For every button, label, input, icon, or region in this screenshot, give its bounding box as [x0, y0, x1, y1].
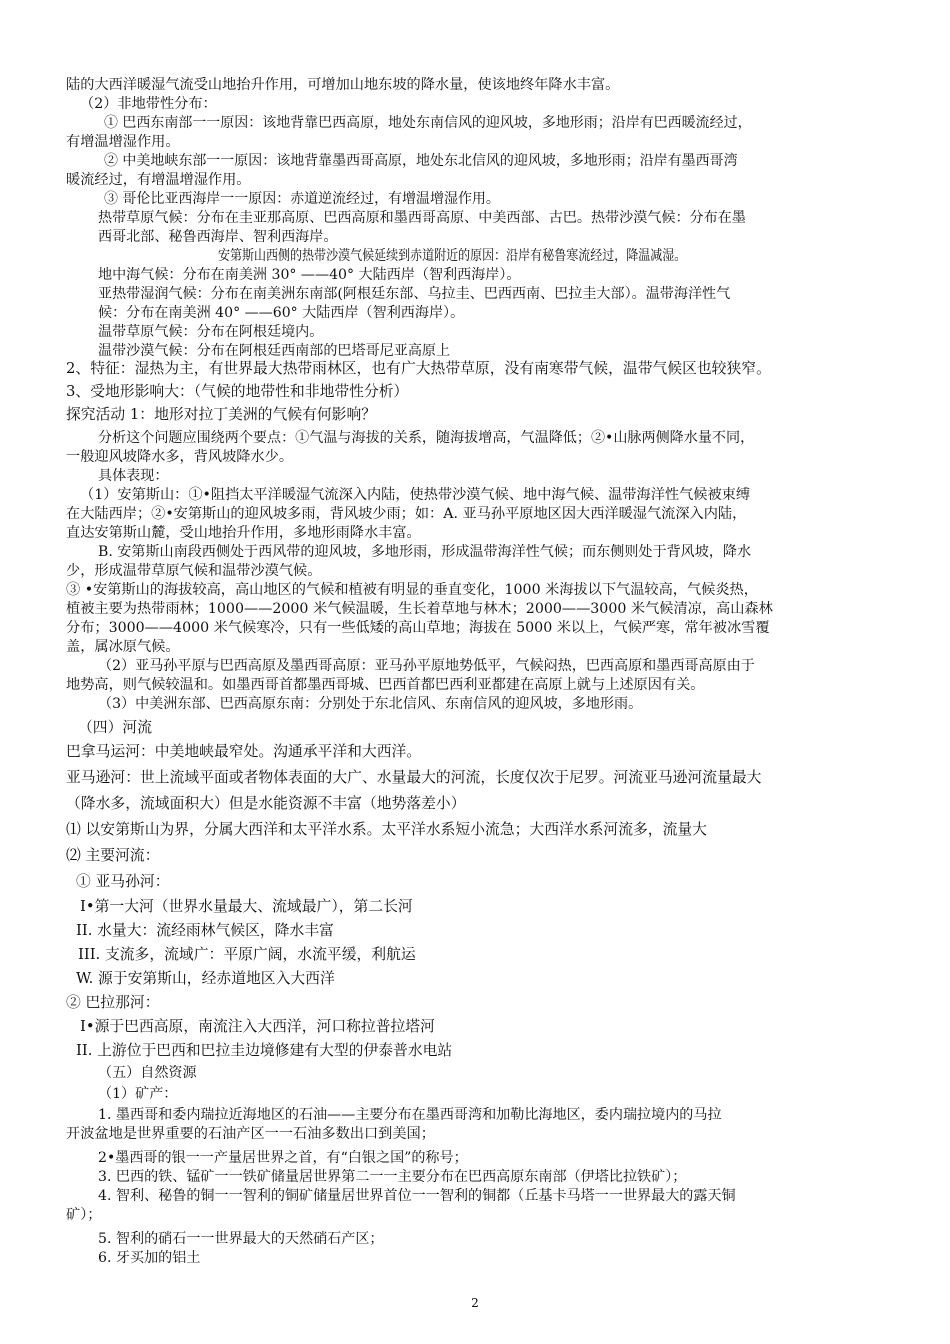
- text-line: 西哥北部、秘鲁西海岸、智利西海岸。: [98, 229, 338, 245]
- text-line: 开波盆地是世界重要的石油产区一一石油多数出口到美国；: [66, 1126, 435, 1142]
- text-line: 候：分布在南美洲 40° ——60° 大陆西岸（智利西海岸）。: [98, 305, 465, 321]
- text-line: ③ 哥伦比亚西海岸一一原因：赤道逆流经过，有增温增湿作用。: [104, 191, 500, 207]
- text-line: 安第斯山西侧的热带沙漠气候延续到赤道附近的原因：沿岸有秘鲁寒流经过，降温减湿。: [218, 248, 687, 264]
- text-line: ② 中美地峡东部一一原因：该地背靠墨西哥高原，地处东北信风的迎风坡，多地形雨；沿岸有墨西哥湾: [104, 153, 738, 169]
- text-line: II. 上游位于巴西和巴拉圭边境修建有大型的伊泰普水电站: [76, 1042, 453, 1059]
- text-line: （2）非地带性分布：: [80, 96, 217, 112]
- section-heading: （四）河流: [78, 719, 152, 736]
- text-line: ③ •安第斯山的海拔较高，高山地区的气候和植被有明显的垂直变化，1000 米海拔以下气温较高，气候炎热，: [66, 582, 758, 598]
- text-line: 一般迎风坡降水多，背风坡降水少。: [66, 449, 294, 465]
- text-line: 4. 智利、秘鲁的铜一一智利的铜矿储量居世界首位一一智利的铜都（丘基卡马塔一一世界最大的露天铜: [98, 1188, 736, 1204]
- text-line: B. 安第斯山南段西侧处于西风带的迎风坡，多地形雨，形成温带海洋性气候；而东侧则处于背风坡，降水: [98, 544, 752, 560]
- text-line: （3）中美洲东部、巴西高原东南：分别处于东北信风、东南信风的迎风坡，多地形雨。: [98, 696, 643, 712]
- text-line: 巴拿马运河：中美地峡最窄处。沟通承平洋和大西洋。: [66, 743, 422, 760]
- text-line: 6. 牙买加的铝土: [98, 1250, 201, 1266]
- text-line: 盖，属冰原气候。: [66, 639, 180, 655]
- text-line: III. 支流多，流域广：平原广阔，水流平缓，利航运: [78, 946, 416, 963]
- text-line: （1）矿产：: [98, 1086, 178, 1102]
- text-line: 2•墨西哥的银一一产量居世界之首，有“白银之国”的称号；: [98, 1150, 468, 1166]
- text-line: 温带沙漠气候：分布在阿根廷西南部的巴塔哥尼亚高原上: [98, 343, 451, 359]
- text-line: I•源于巴西高原，南流注入大西洋，河口称拉普拉塔河: [80, 1018, 435, 1035]
- text-line: ① 亚马孙河：: [76, 873, 170, 890]
- text-line: 矿）；: [66, 1207, 102, 1223]
- text-line: （2）亚马孙平原与巴西高原及墨西哥高原：亚马孙平原地势低平，气候闷热，巴西高原和墨西哥高原由于: [98, 658, 755, 674]
- text-line: 探究活动 1：地形对拉丁美洲的气候有何影响？: [66, 406, 377, 423]
- text-line: 分布；3000——4000 米气候寒冷，只有一些低矮的高山草地；海拔在 5000 米以上，气候严寒，常年被冰雪覆: [66, 620, 770, 636]
- text-line: 陆的大西洋暖湿气流受山地抬升作用，可增加山地东坡的降水量，使该地终年降水丰富。: [66, 77, 620, 93]
- text-line: 分析这个问题应围绕两个要点：①气温与海拔的关系，随海拔增高，气温降低；②•山脉两侧降水量不同，: [98, 430, 755, 446]
- text-line: II. 水量大：流经雨林气候区，降水丰富: [76, 922, 334, 939]
- text-line: W. 源于安第斯山，经赤道地区入大西洋: [76, 970, 335, 987]
- section-heading: （五）自然资源: [98, 1065, 197, 1081]
- text-line: ⑵ 主要河流：: [66, 847, 160, 864]
- text-line: 3、受地形影响大：（气候的地带性和非地带性分析）: [66, 383, 409, 400]
- text-line: ② 巴拉那河：: [66, 994, 160, 1011]
- text-line: 亚热带湿润气候：分布在南美洲东南部(阿根廷东部、乌拉圭、巴西西南、巴拉圭大部）。温带海洋性气: [98, 286, 731, 302]
- text-line: I•第一大河（世界水量最大、流域最广），第二长河: [80, 898, 413, 915]
- text-line: 1. 墨西哥和委内瑞拉近海地区的石油——主要分布在墨西哥湾和加勒比海地区，委内瑞拉境内的马拉: [98, 1107, 722, 1123]
- text-line: （1）安第斯山：①•阻挡太平洋暖湿气流深入内陆，使热带沙漠气候、地中海气候、温带海洋性气候被束缚: [80, 487, 751, 503]
- text-line: 3. 巴西的铁、锰矿一一铁矿储量居世界第二一一主要分布在巴西高原东南部（伊塔比拉铁矿）；: [98, 1169, 687, 1185]
- page-number: 2: [471, 1296, 479, 1310]
- text-line: 少，形成温带草原气候和温带沙漠气候。: [66, 563, 322, 579]
- text-line: ⑴ 以安第斯山为界，分属大西洋和太平洋水系。太平洋水系短小流急；大西洋水系河流多，流量大: [66, 821, 707, 838]
- text-line: （降水多，流域面积大）但是水能资源不丰富（地势落差小）: [66, 795, 466, 812]
- text-line: 具体表现：: [98, 468, 169, 484]
- text-line: 温带草原气候：分布在阿根廷境内。: [98, 324, 324, 340]
- text-line: 植被主要为热带雨林；1000——2000 米气候温暖，生长着草地与林木；2000——3000 米气候清凉，高山森林: [66, 601, 773, 617]
- text-line: 在大陆西岸；②•安第斯山的迎风坡多雨，背风坡少雨；如：A. 亚马孙平原地区因大西洋暖湿气流深入内陆，: [66, 506, 747, 522]
- text-line: 暖流经过，有增温增湿作用。: [66, 172, 251, 188]
- text-line: 有增温增湿作用。: [66, 134, 180, 150]
- text-line: 直达安第斯山麓，受山地抬升作用，多地形雨降水丰富。: [66, 525, 421, 541]
- text-line: 地势高，则气候较温和。如墨西哥首都墨西哥城、巴西首都巴西利亚都建在高原上就与上述原因有关。: [66, 677, 705, 693]
- text-line: 亚马逊河：世上流域平面或者物体表面的大广、水量最大的河流，长度仅次于尼罗。河流亚马逊河流量最大: [66, 769, 762, 786]
- text-line: 热带草原气候：分布在圭亚那高原、巴西高原和墨西哥高原、中美西部、古巴。热带沙漠气候：分布在墨: [98, 210, 746, 226]
- text-line: ① 巴西东南部一一原因：该地背靠巴西高原，地处东南信风的迎风坡，多地形雨；沿岸有巴西暖流经过，: [104, 115, 752, 131]
- text-line: 5. 智利的硝石一一世界最大的天然硝石产区；: [98, 1231, 384, 1247]
- text-line: 地中海气候：分布在南美洲 30° ——40° 大陆西岸（智利西海岸）。: [98, 267, 521, 283]
- text-line: 2、特征：湿热为主，有世界最大热带雨林区，也有广大热带草原，没有南寒带气候，温带气候区也较狭窄。: [66, 360, 771, 377]
